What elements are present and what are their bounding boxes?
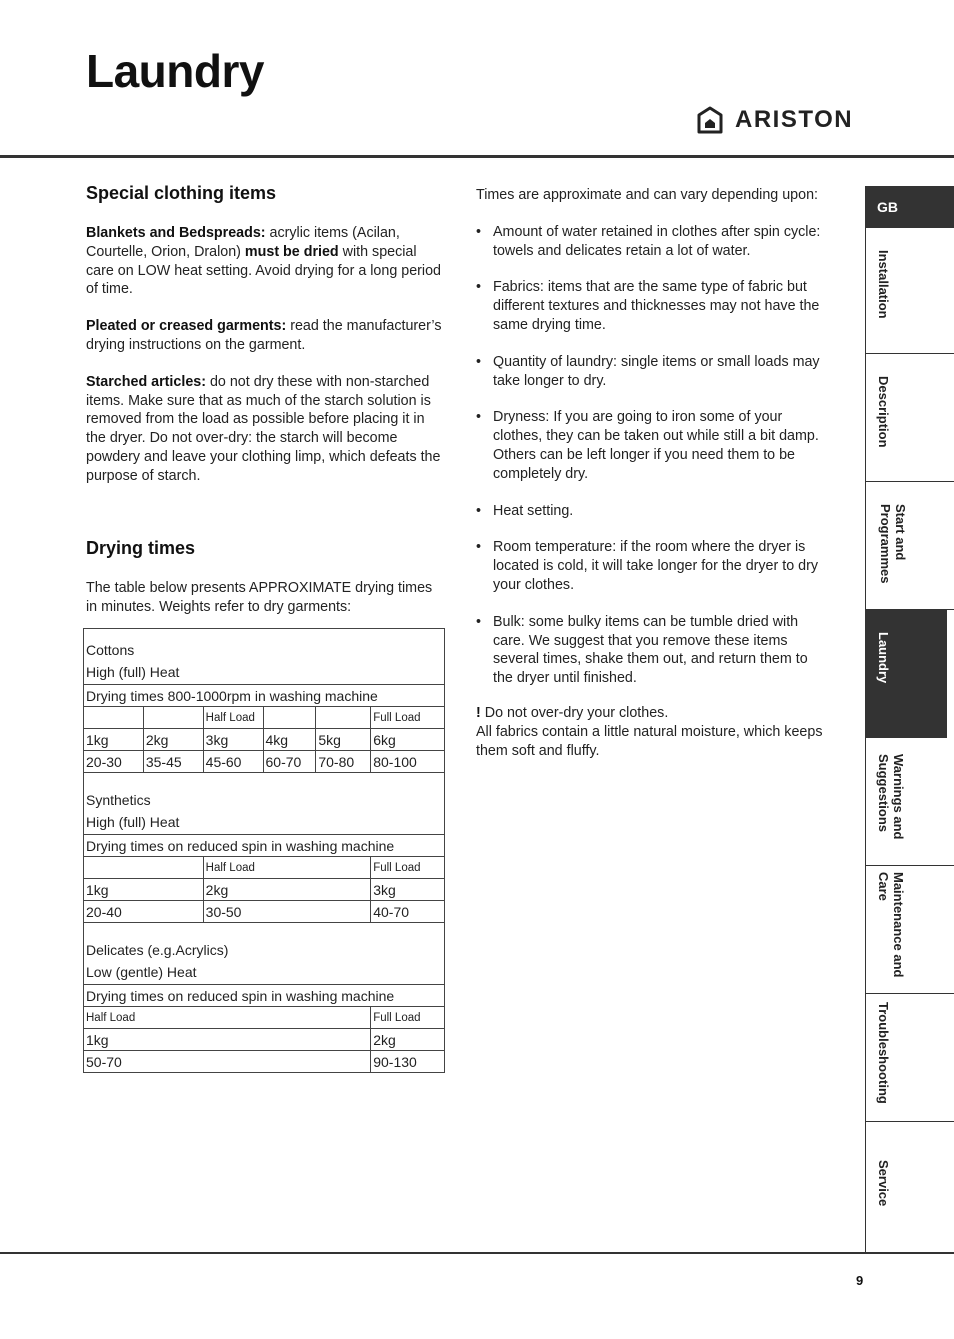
tab-laundry[interactable]: Laundry <box>866 610 947 738</box>
drying-intro: The table below presents APPROXIMATE drying times in minutes. Weights refer to dry garments: <box>86 580 433 615</box>
tab-description[interactable]: Description <box>866 354 954 482</box>
ariston-house-icon <box>697 106 723 134</box>
language-tab-gb[interactable]: GB <box>866 186 954 228</box>
tab-service[interactable]: Service <box>876 1160 891 1207</box>
list-item: • Bulk: some bulky items can be tumble dried with care. We suggest that you remove these items several times, shake them out, and return them to the dryer until finished. <box>476 613 808 687</box>
drying-heading: Drying times <box>86 538 196 558</box>
blankets-paragraph: Blankets and Bedspreads: acrylic items (Acilan, Courtelle, Orion, Dralon) must be dried with special care on LOW heat setting. Avoid drying for a long period of time. <box>86 225 441 298</box>
table-row: 1kg 2kg 3kg 4kg 5kg 6kg <box>84 729 445 751</box>
pleated-paragraph: Pleated or creased garments: read the manufacturer’s drying instructions on the garment. <box>86 318 442 353</box>
cottons-half-load: Half Load <box>203 707 263 729</box>
overdry-warning: ! Do not over-dry your clothes. All fabrics contain a little natural moisture, which keeps them soft and fluffy. <box>476 704 823 759</box>
tab-troubleshooting[interactable]: Troubleshooting <box>866 994 954 1122</box>
special-heading: Special clothing items <box>86 183 277 203</box>
tab-installation[interactable]: Installation <box>866 228 954 354</box>
section-sidebar <box>865 186 954 1253</box>
drying-times-section <box>86 538 446 635</box>
special-clothing-section <box>86 183 446 504</box>
table-row: 20-40 30-50 40-70 <box>84 901 445 923</box>
cottons-group-header: Cottons High (full) Heat <box>84 629 445 685</box>
ariston-logo <box>697 106 853 134</box>
delicates-full-load: Full Load <box>371 1007 445 1029</box>
cottons-note: Drying times 800-1000rpm in washing machine <box>84 685 445 707</box>
delicates-half-load: Half Load <box>84 1007 371 1029</box>
header-divider <box>0 155 954 158</box>
delicates-note: Drying times on reduced spin in washing machine <box>84 985 445 1007</box>
synthetics-note: Drying times on reduced spin in washing machine <box>84 835 445 857</box>
list-item: • Amount of water retained in clothes after spin cycle: towels and delicates retain a lot of water. <box>476 223 821 259</box>
tab-warnings-and-suggestions[interactable]: Warnings and Suggestions <box>866 738 954 866</box>
table-row: 1kg 2kg <box>84 1029 445 1051</box>
table-row: 1kg 2kg 3kg <box>84 879 445 901</box>
footer-divider <box>0 1252 954 1254</box>
synthetics-half-load: Half Load <box>203 857 371 879</box>
table-row: 50-70 90-130 <box>84 1051 445 1073</box>
variation-factors-section <box>476 186 828 778</box>
cottons-full-load: Full Load <box>371 707 445 729</box>
tab-maintenance-and-care[interactable]: Maintenance and Care <box>866 866 954 994</box>
synthetics-full-load: Full Load <box>371 857 445 879</box>
brand-name: ARISTON <box>735 106 854 133</box>
tab-start-and-programmes[interactable]: Start and Programmes <box>866 482 954 610</box>
factors-intro: Times are approximate and can vary depending upon: <box>476 187 819 203</box>
list-item: • Quantity of laundry: single items or small loads may take longer to dry. <box>476 353 820 389</box>
list-item: • Fabrics: items that are the same type of fabric but different textures and thicknesses may not have the same drying time. <box>476 279 820 333</box>
page-number: 9 <box>856 1273 864 1288</box>
list-item: • Heat setting. <box>476 502 574 519</box>
table-row: 20-30 35-45 45-60 60-70 70-80 80-100 <box>84 751 445 773</box>
list-item: • Room temperature: if the room where the dryer is located is cold, it will take longer for the dryer to dry your clothes. <box>476 539 819 593</box>
page-title: Laundry <box>86 45 264 97</box>
starched-paragraph: Starched articles: do not dry these with non-starched items. Make sure that as much of the starch solution is removed from the load as possible before placing it in the dryer. Do not over-dry: the starch will become powdery and leave your clothing limp, which defeats the purpose of starch. <box>86 373 441 484</box>
drying-times-table <box>83 628 445 1073</box>
warning-icon: ! <box>476 704 481 721</box>
delicates-group-header: Delicates (e.g.Acrylics) Low (gentle) Heat <box>84 923 445 985</box>
synthetics-group-header: Synthetics High (full) Heat <box>84 773 445 835</box>
list-item: • Dryness: If you are going to iron some of your clothes, they can be taken out while still a bit damp. Others can be left longer if you need them to be completely dry. <box>476 409 819 482</box>
factors-list <box>476 223 828 688</box>
